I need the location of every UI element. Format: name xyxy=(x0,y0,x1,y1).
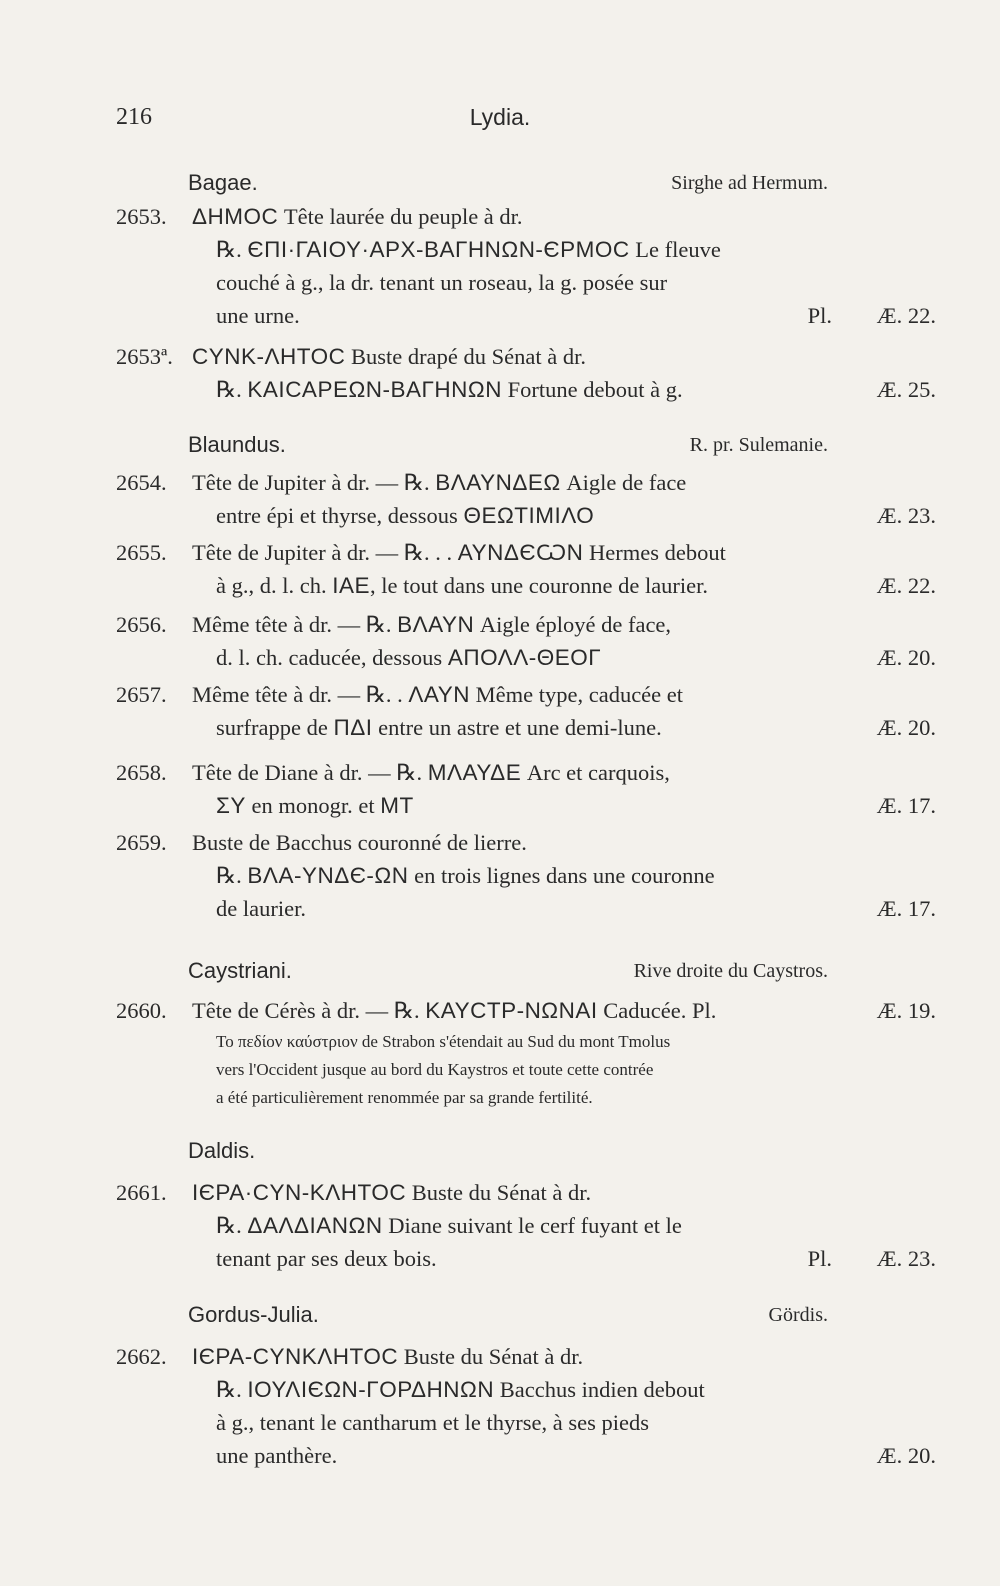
entry-text: couché à g., la dr. tenant un roseau, la g. posée sur xyxy=(216,270,668,295)
entry-line xyxy=(192,826,832,859)
section-heading xyxy=(188,1138,828,1164)
catalogue-entry xyxy=(116,340,936,406)
catalogue-entry xyxy=(116,678,936,744)
greek-legend: ΙΟΥΛΙЄΩΝ-ΓΟΡΔΗΝΩΝ xyxy=(247,1377,495,1402)
footnote-line: Το πεδίον καύστριον de Strabon s'étendait au Sud du mont Tmolus xyxy=(216,1032,671,1051)
entry-line xyxy=(192,994,832,1027)
footnote xyxy=(216,1028,820,1112)
greek-legend: ΜΛΑΥΔΕ xyxy=(427,760,522,785)
entry-line xyxy=(192,892,832,925)
entry-text: de laurier. xyxy=(216,896,306,921)
section-location: Rive droite du Caystros. xyxy=(633,960,828,982)
entry-text: Aigle de face xyxy=(560,470,687,495)
metal-size: Æ. 20. xyxy=(876,715,936,740)
greek-legend: ΙЄΡΑ-ϹΥΝΚΛΗΤΟϹ xyxy=(192,1344,399,1369)
section-location: R. pr. Sulemanie. xyxy=(689,434,828,456)
entry-line xyxy=(192,1176,832,1209)
plate-reference: Pl. xyxy=(807,303,832,328)
greek-legend: ΑΠΟΛΛ-ΘΕΟΓ xyxy=(447,645,602,670)
greek-legend: ΑΥΝΔЄѠΝ xyxy=(457,540,584,565)
page-number: 216 xyxy=(116,104,152,130)
section-heading xyxy=(188,1302,828,1328)
entry-text: Tête laurée du peuple à dr. xyxy=(278,204,523,229)
entry-text: entre un astre et une demi-lune. xyxy=(372,715,662,740)
entry-line xyxy=(192,499,832,532)
entry-line xyxy=(192,536,832,569)
entry-text: Bacchus indien debout xyxy=(494,1377,705,1402)
entry-number: 2654. xyxy=(116,470,167,495)
entry-text: Le fleuve xyxy=(629,237,721,262)
greek-legend: ΜΤ xyxy=(380,793,414,818)
entry-text: à g., tenant le cantharum et le thyrse, à ses pieds xyxy=(216,1410,649,1435)
entry-text: Buste du Sénat à dr. xyxy=(398,1344,584,1369)
greek-legend: ΒΛΑΥΝ xyxy=(397,612,475,637)
entry-line xyxy=(192,1373,832,1406)
metal-size: Æ. 20. xyxy=(876,645,936,670)
entry-text: en monogr. et xyxy=(245,793,381,818)
entry-line xyxy=(192,711,832,744)
entry-text: d. l. ch. caducée, dessous xyxy=(216,645,448,670)
catalogue-entry xyxy=(116,1176,936,1275)
section-heading xyxy=(188,432,828,458)
catalogue-entry xyxy=(116,608,936,674)
metal-size: Æ. 20. xyxy=(876,1443,936,1468)
section-name: Bagae. xyxy=(188,170,258,195)
greek-legend: ΛΑΥΝ xyxy=(408,682,470,707)
entry-text: Tête de Jupiter à dr. — ℞. . . xyxy=(192,540,458,565)
catalogue-entry xyxy=(116,826,936,925)
entry-text: une urne. xyxy=(216,303,300,328)
entry-text: ℞. xyxy=(216,237,248,262)
entry-number: 2661. xyxy=(116,1180,167,1205)
entry-text: Tête de Cérès à dr. — ℞. xyxy=(192,998,426,1023)
greek-legend: ΙЄΡΑ·ϹΥΝ-ΚΛΗΤΟϹ xyxy=(192,1180,407,1205)
entry-number: 2660. xyxy=(116,998,167,1023)
entry-text: Buste drapé du Sénat à dr. xyxy=(345,344,586,369)
greek-legend: ΚΑΙϹΑΡΕΩΝ-ΒΑΓΗΝΩΝ xyxy=(247,377,502,402)
entry-text: Tête de Diane à dr. — ℞. xyxy=(192,760,428,785)
greek-legend: ΙΑΕ xyxy=(332,573,371,598)
metal-size: Æ. 25. xyxy=(876,377,936,402)
greek-legend: ΒΛΑ-ΥΝΔЄ-ΩΝ xyxy=(247,863,409,888)
entry-line xyxy=(192,1209,832,1242)
metal-size: Æ. 17. xyxy=(876,896,936,921)
entry-line xyxy=(192,340,832,373)
entry-text: Même tête à dr. — ℞. . xyxy=(192,682,409,707)
catalogue-entry xyxy=(116,466,936,532)
catalogue-entry xyxy=(116,536,936,602)
entry-line xyxy=(192,756,832,789)
metal-size: Æ. 19. xyxy=(876,998,936,1023)
entry-text: tenant par ses deux bois. xyxy=(216,1246,437,1271)
entry-line xyxy=(192,466,832,499)
greek-legend: ΘΕΩΤΙΜΙΛΟ xyxy=(463,503,595,528)
greek-legend: ΠΔΙ xyxy=(333,715,373,740)
entry-number: 2653ª. xyxy=(116,344,173,369)
greek-legend: ΒΛΑΥΝΔΕΩ xyxy=(435,470,561,495)
section-location: Gördis. xyxy=(768,1304,828,1326)
metal-size: Æ. 23. xyxy=(876,1246,936,1271)
metal-size: Æ. 22. xyxy=(876,573,936,598)
entry-text: en trois lignes dans une couronne xyxy=(408,863,715,888)
entry-number: 2653. xyxy=(116,204,167,229)
section-heading xyxy=(188,170,828,196)
entry-line xyxy=(192,200,832,233)
greek-legend: ΔΗΜΟϹ xyxy=(192,204,279,229)
entry-text: entre épi et thyrse, dessous xyxy=(216,503,464,528)
section-name: Blaundus. xyxy=(188,432,286,457)
entry-line xyxy=(192,859,832,892)
entry-line xyxy=(192,266,832,299)
catalogue-entry xyxy=(116,1340,936,1472)
entry-text: Buste du Sénat à dr. xyxy=(406,1180,592,1205)
section-name: Gordus-Julia. xyxy=(188,1302,319,1327)
entry-number: 2659. xyxy=(116,830,167,855)
entry-text: Aigle éployé de face, xyxy=(474,612,672,637)
entry-line xyxy=(192,233,832,266)
entry-number: 2662. xyxy=(116,1344,167,1369)
greek-legend: ϹΥΝΚ-ΛΗΤΟϹ xyxy=(192,344,346,369)
entry-number: 2656. xyxy=(116,612,167,637)
entry-text: ℞. xyxy=(216,1377,248,1402)
section-heading xyxy=(188,958,828,984)
section-name: Daldis. xyxy=(188,1138,256,1163)
footnote-line: vers l'Occident jusque au bord du Kaystros et toute cette contrée xyxy=(216,1060,654,1079)
metal-size: Æ. 22. xyxy=(876,303,936,328)
entry-text: ℞. xyxy=(216,863,248,888)
metal-size: Æ. 17. xyxy=(876,793,936,818)
entry-line xyxy=(192,608,832,641)
catalogue-entry xyxy=(116,994,936,1027)
footnote-line: a été particulièrement renommée par sa grande fertilité. xyxy=(216,1088,593,1107)
entry-line xyxy=(192,789,832,822)
entry-line xyxy=(192,569,832,602)
greek-legend: ΔΑΛΔΙΑΝΩΝ xyxy=(247,1213,383,1238)
greek-legend: ΣΥ xyxy=(216,793,246,818)
entry-text: à g., d. l. ch. xyxy=(216,573,333,598)
entry-text: une panthère. xyxy=(216,1443,338,1468)
entry-line xyxy=(192,1242,832,1275)
entry-line xyxy=(192,678,832,711)
entry-line xyxy=(192,373,832,406)
entry-text: Buste de Bacchus couronné de lierre. xyxy=(192,830,527,855)
running-title: Lydia. xyxy=(469,104,531,130)
entry-text: Même tête à dr. — ℞. xyxy=(192,612,398,637)
catalogue-entry xyxy=(116,756,936,822)
entry-text: surfrappe de xyxy=(216,715,334,740)
entry-text: , le tout dans une couronne de laurier. xyxy=(370,573,709,598)
greek-legend: ЄΠΙ·ΓΑΙΟΥ·ΑΡΧ-ΒΑΓΗΝΩΝ-ЄΡΜΟϹ xyxy=(247,237,630,262)
entry-line xyxy=(192,641,832,674)
entry-text: Tête de Jupiter à dr. — ℞. xyxy=(192,470,436,495)
section-name: Caystriani. xyxy=(188,958,292,983)
entry-text: Caducée. Pl. xyxy=(597,998,717,1023)
metal-size: Æ. 23. xyxy=(876,503,936,528)
greek-legend: ΚΑΥϹΤΡ-ΝΩΝΑΙ xyxy=(425,998,598,1023)
section-location: Sirghe ad Hermum. xyxy=(671,172,828,194)
entry-number: 2657. xyxy=(116,682,167,707)
entry-text: Hermes debout xyxy=(583,540,726,565)
entry-line xyxy=(192,1340,832,1373)
entry-text: Fortune debout à g. xyxy=(502,377,683,402)
entry-text: Même type, caducée et xyxy=(470,682,684,707)
entry-line xyxy=(192,299,832,332)
catalogue-entry xyxy=(116,200,936,332)
entry-text: ℞. xyxy=(216,1213,248,1238)
entry-number: 2655. xyxy=(116,540,167,565)
entry-line xyxy=(192,1406,832,1439)
entry-text: ℞. xyxy=(216,377,248,402)
plate-reference: Pl. xyxy=(807,1246,832,1271)
entry-text: Arc et carquois, xyxy=(521,760,670,785)
entry-number: 2658. xyxy=(116,760,167,785)
entry-text: Diane suivant le cerf fuyant et le xyxy=(382,1213,682,1238)
entry-line xyxy=(192,1439,832,1472)
